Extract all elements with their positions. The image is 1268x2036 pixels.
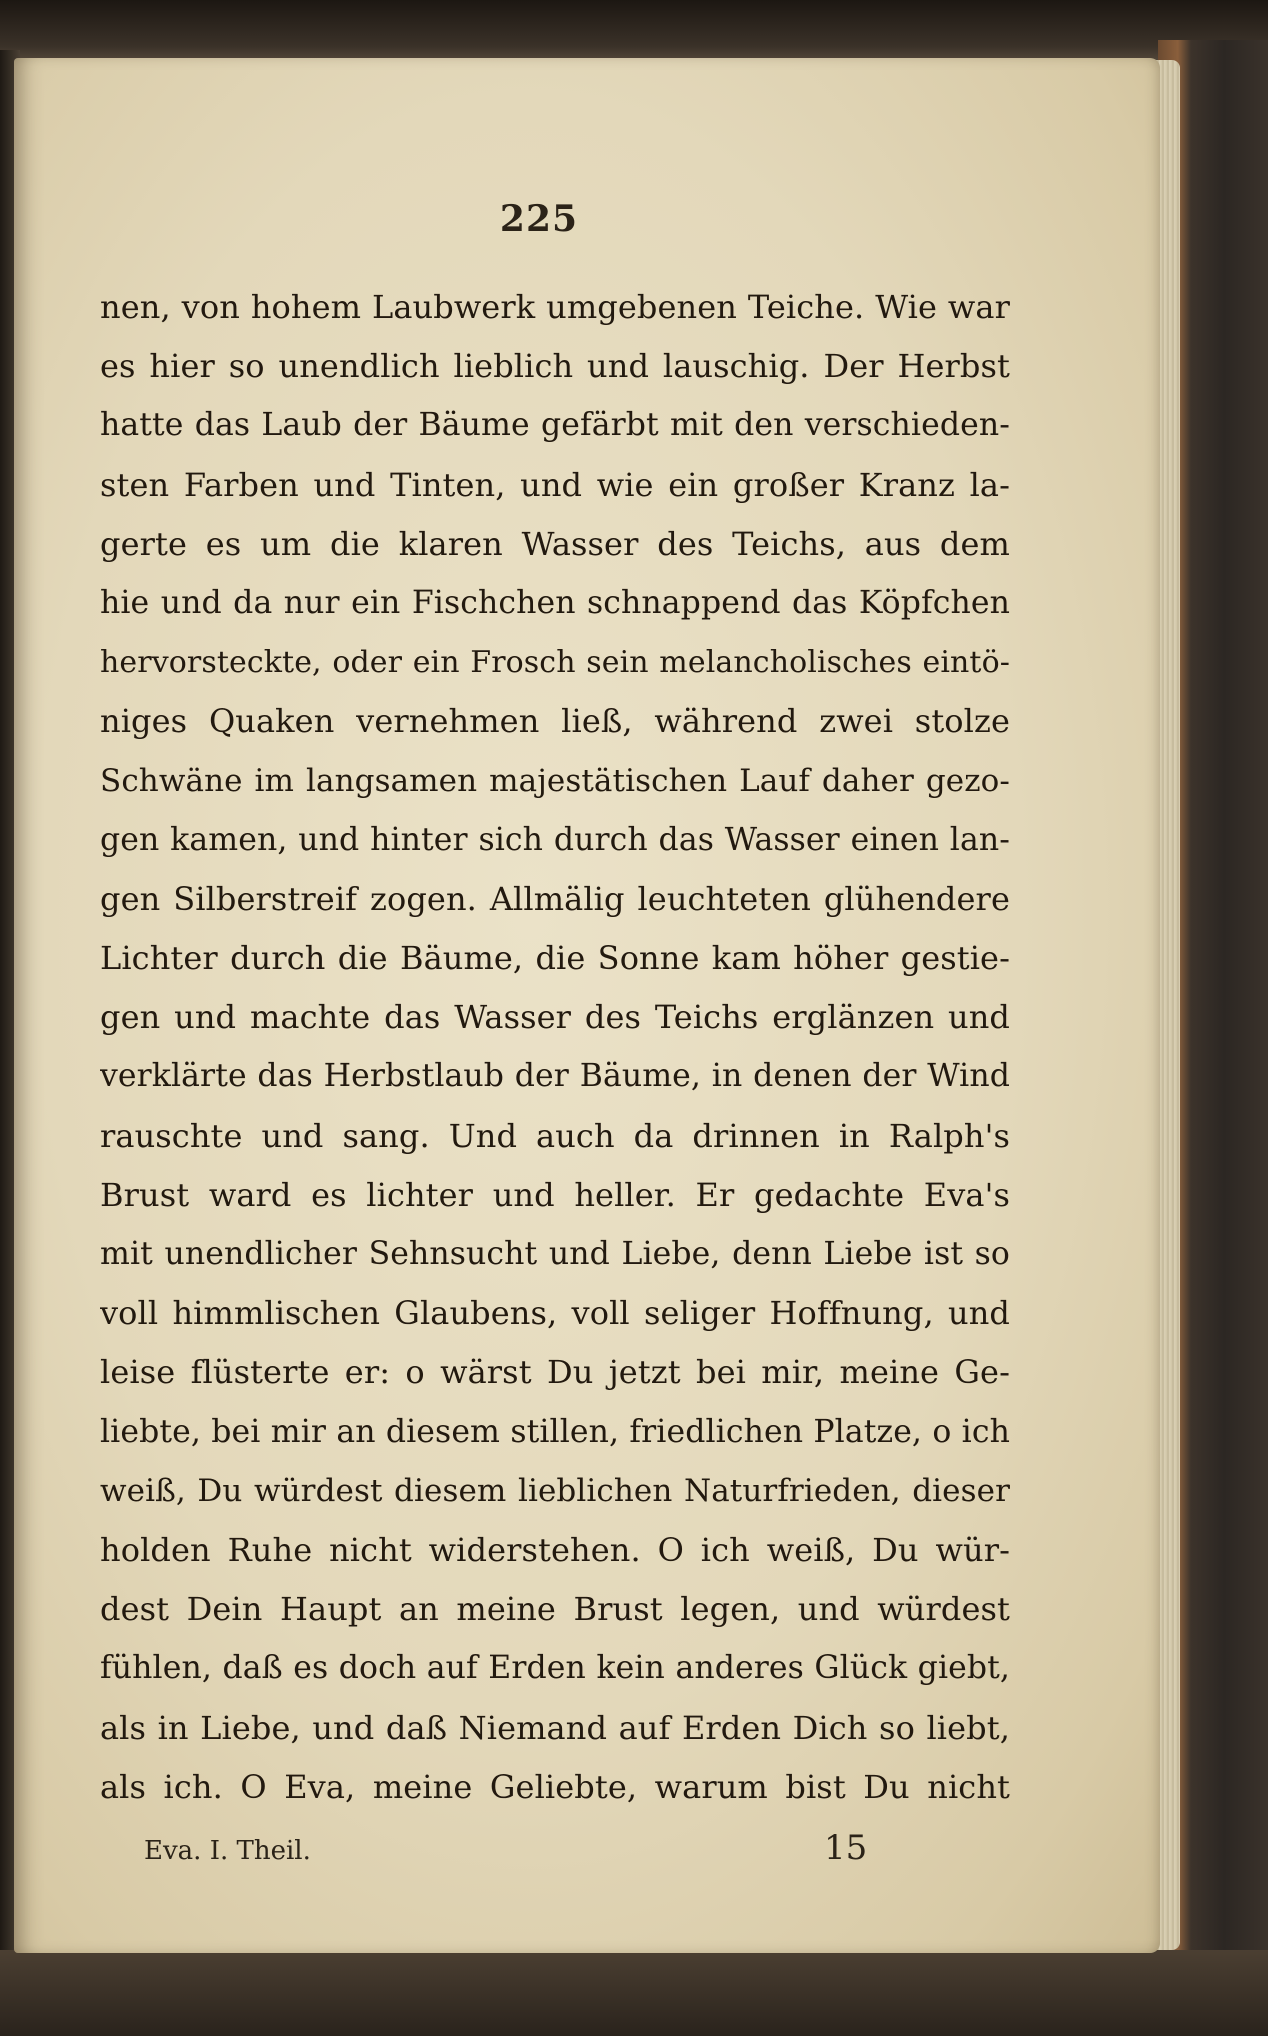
text-line: gen kamen, und hinter sich durch das Wasser einen lan-	[100, 821, 1010, 858]
text-line: als ich. O Eva, meine Geliebte, warum bist Du nicht	[100, 1767, 1010, 1806]
text-line: gerte es um die klaren Wasser des Teichs, aus dem	[100, 524, 1010, 563]
text-line: hie und da nur ein Fischchen schnappend das Köpfchen	[100, 584, 1010, 621]
text-line: liebte, bei mir an diesem stillen, friedlichen Platze, o ich	[100, 1413, 1010, 1450]
book-top-edge	[0, 0, 1268, 66]
text-line: gen Silberstreif zogen. Allmälig leuchteten glühendere	[100, 879, 1010, 918]
text-line: hatte das Laub der Bäume gefärbt mit den verschieden-	[100, 407, 1010, 444]
text-line: leise flüsterte er: o wärst Du jetzt bei mir, meine Ge-	[100, 1353, 1010, 1392]
text-line: Schwäne im langsamen majestätischen Lauf daher gezo-	[100, 762, 1010, 799]
text-line: fühlen, daß es doch auf Erden kein anderes Glück giebt,	[100, 1650, 1010, 1687]
page-body-text	[100, 278, 1010, 1817]
text-line: nen, von hohem Laubwerk umgebenen Teiche. Wie war	[100, 288, 1010, 326]
book-page	[14, 58, 1160, 1953]
text-line: verklärte das Herbstlaub der Bäume, in denen der Wind	[100, 1058, 1010, 1095]
text-line: gen und machte das Wasser des Teichs erglänzen und	[100, 998, 1010, 1037]
sheet-number: 15	[824, 1828, 868, 1868]
text-line: dest Dein Haupt an meine Brust legen, und würdest	[100, 1590, 1010, 1629]
text-line: niges Quaken vernehmen ließ, während zwei stolze	[100, 702, 1010, 741]
text-line: mit unendlicher Sehnsucht und Liebe, denn Liebe ist so	[100, 1236, 1010, 1272]
text-line: weiß, Du würdest diesem lieblichen Naturfrieden, dieser	[100, 1472, 1010, 1509]
text-line: hervorsteckte, oder ein Frosch sein melancholisches eintö-	[100, 645, 1010, 681]
text-line: es hier so unendlich lieblich und lauschig. Der Herbst	[100, 347, 1010, 386]
text-line: Lichter durch die Bäume, die Sonne kam höher gestie-	[100, 939, 1010, 978]
text-line: voll himmlischen Glaubens, voll seliger Hoffnung, und	[100, 1294, 1010, 1333]
text-line: rauschte und sang. Und auch da drinnen in Ralph's	[100, 1116, 1010, 1155]
text-line: als in Liebe, und daß Niemand auf Erden Dich so liebt,	[100, 1708, 1010, 1747]
page-footer	[144, 1828, 868, 1878]
book-bottom-edge	[0, 1950, 1268, 2036]
text-line: sten Farben und Tinten, und wie ein großer Kranz la-	[100, 465, 1010, 504]
page-number: 225	[499, 198, 579, 240]
text-line: Brust ward es lichter und heller. Er gedachte Eva's	[100, 1175, 1010, 1214]
text-line: holden Ruhe nicht widerstehen. O ich weiß, Du wür-	[100, 1530, 1010, 1569]
signature-mark: Eva. I. Theil.	[144, 1836, 311, 1866]
